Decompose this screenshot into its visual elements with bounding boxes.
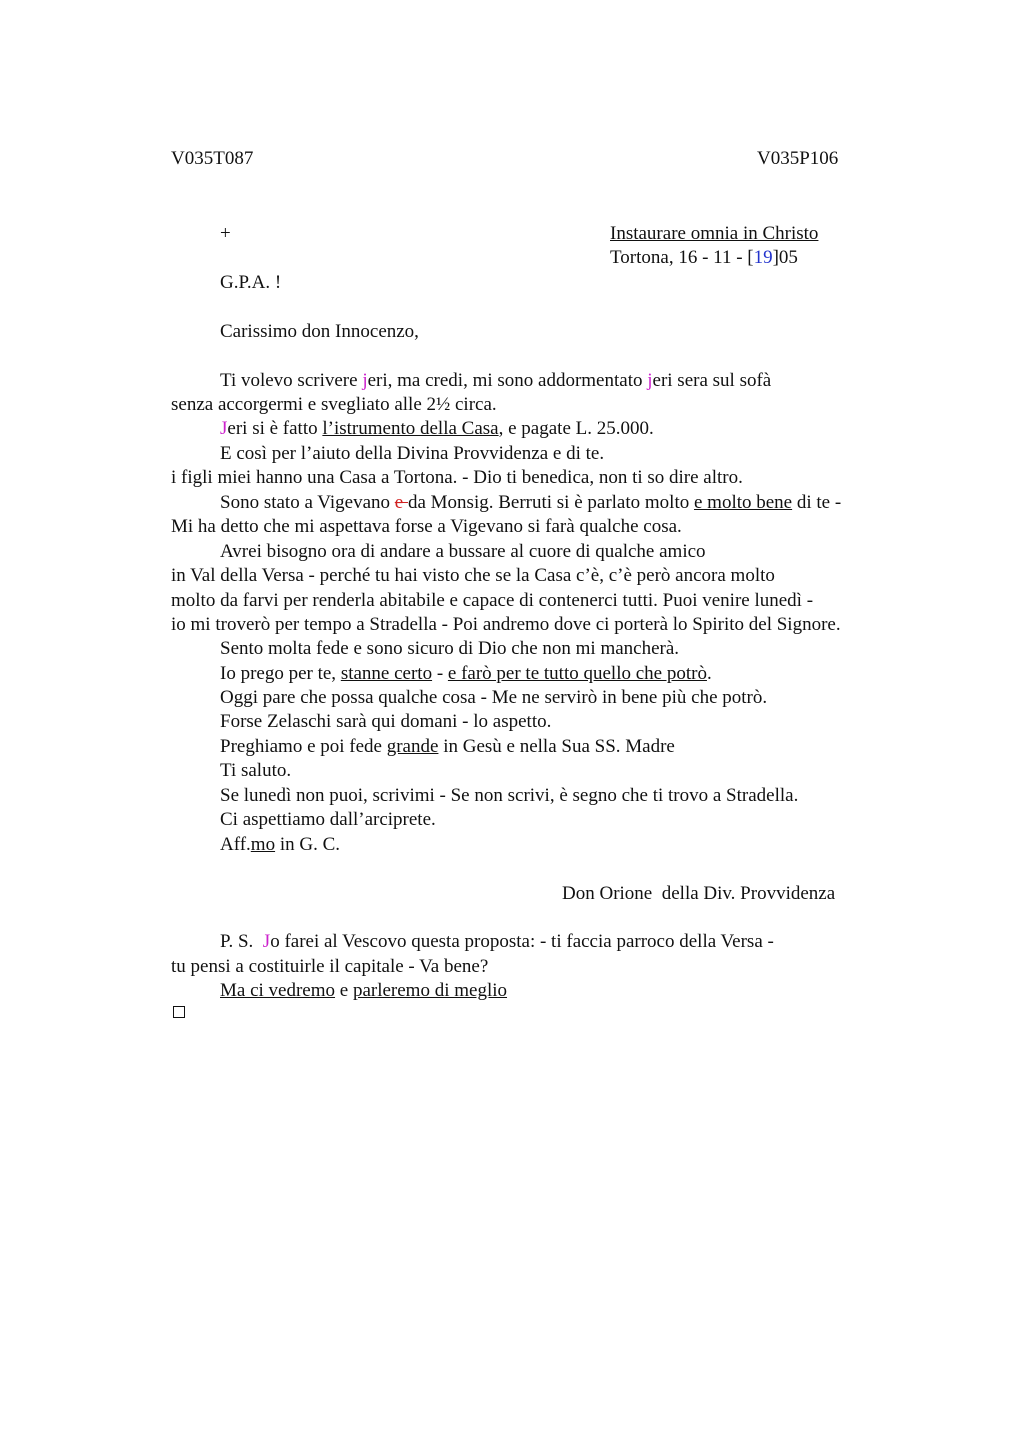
- place-date-prefix: Tortona, 16 - 11 - [: [610, 247, 754, 268]
- body-text: o farei al Vescovo questa proposta: - ti faccia parroco della Versa -: [270, 931, 774, 952]
- year-fill: 19: [753, 247, 773, 268]
- body-text: .: [706, 663, 712, 684]
- body-line-8: Avrei bisogno ora di andare a bussare al cuore di qualche amico: [220, 541, 706, 562]
- body-line-2: senza accorgermi e svegliato alle 2½ circa.: [171, 394, 497, 415]
- postscript-line-2: tu pensi a costituirle il capitale - Va bene?: [171, 956, 489, 977]
- body-line-13: [220, 664, 712, 683]
- body-line-14: Oggi pare che possa qualche cosa - Me ne servirò in bene più che potrò.: [220, 687, 768, 708]
- body-text: eri, ma credi, mi sono addormentato: [367, 370, 648, 391]
- body-line-4: E così per l’aiuto della Divina Provvidenza e di te.: [220, 443, 605, 464]
- motto: Instaurare omnia in Christo: [610, 223, 819, 244]
- body-line-17: Ti saluto.: [220, 760, 292, 781]
- postscript-line-1: [220, 932, 774, 951]
- body-text: -: [432, 663, 448, 684]
- editorial-letter: j: [362, 370, 368, 391]
- underlined-text: grande: [386, 736, 439, 757]
- body-line-1: [220, 371, 771, 390]
- body-line-20: [220, 835, 340, 854]
- body-text: eri si è fatto: [227, 418, 323, 439]
- box-icon: [173, 1006, 185, 1018]
- cross-symbol: +: [220, 223, 231, 244]
- underlined-text: mo: [250, 834, 276, 855]
- deleted-text: e: [394, 492, 408, 513]
- body-text: P. S.: [220, 931, 263, 952]
- body-line-11: io mi troverò per tempo a Stradella - Poi andremo dove ci porterà lo Spirito del Signore.: [171, 614, 841, 635]
- body-line-18: Se lunedì non puoi, scrivimi - Se non scrivi, è segno che ti trovo a Stradella.: [220, 785, 799, 806]
- body-line-10: molto da farvi per renderla abitabile e capace di contenerci tutti. Puoi venire lunedì -: [171, 590, 814, 611]
- body-line-9: in Val della Versa - perché tu hai visto che se la Casa c’è, c’è però ancora molto: [171, 565, 775, 586]
- body-line-6: [220, 493, 841, 512]
- body-text: Preghiamo e poi fede: [220, 736, 387, 757]
- editorial-letter: J: [262, 931, 271, 952]
- body-text: Sono stato a Vigevano: [220, 492, 395, 513]
- right-code: V035P106: [757, 148, 839, 169]
- place-date-suffix: ]05: [772, 247, 798, 268]
- body-line-7: Mi ha detto che mi aspettava forse a Vigevano si farà qualche cosa.: [171, 516, 682, 537]
- body-text: Ti volevo scrivere: [220, 370, 363, 391]
- body-line-16: [220, 737, 675, 756]
- body-line-3: [220, 419, 654, 438]
- gpa-invocation: G.P.A. !: [220, 272, 282, 293]
- place-date: [610, 248, 798, 267]
- body-text: Io prego per te,: [220, 663, 341, 684]
- body-text: , e pagate L. 25.000.: [498, 418, 654, 439]
- underlined-text: Ma ci vedremo: [220, 980, 336, 1001]
- underlined-text: e farò per te tutto quello che potrò: [447, 663, 707, 684]
- body-text: da Monsig. Berruti si è parlato molto: [407, 492, 694, 513]
- underlined-text: e molto bene: [693, 492, 793, 513]
- editorial-letter: J: [220, 418, 228, 439]
- underlined-text: l’istrumento della Casa: [322, 418, 499, 439]
- body-text: Aff.: [220, 834, 251, 855]
- underlined-text: stanne certo: [340, 663, 433, 684]
- signature: Don Orione della Div. Provvidenza: [562, 883, 836, 904]
- body-line-12: Sento molta fede e sono sicuro di Dio che non mi mancherà.: [220, 638, 680, 659]
- postscript-line-3: [220, 981, 507, 1000]
- body-line-19: Ci aspettiamo dall’arciprete.: [220, 809, 436, 830]
- body-text: di te -: [792, 492, 842, 513]
- body-line-5: i figli miei hanno una Casa a Tortona. - Dio ti benedica, non ti so dire altro.: [171, 467, 743, 488]
- underlined-text: parleremo di meglio: [352, 980, 508, 1001]
- body-text: in Gesù e nella Sua SS. Madre: [438, 736, 675, 757]
- salutation: Carissimo don Innocenzo,: [220, 321, 419, 342]
- body-text: e: [335, 980, 353, 1001]
- body-text: in G. C.: [275, 834, 341, 855]
- body-text: eri sera sul sofà: [652, 370, 772, 391]
- left-code: V035T087: [171, 148, 254, 169]
- editorial-letter: j: [647, 370, 653, 391]
- body-line-15: Forse Zelaschi sarà qui domani - lo aspetto.: [220, 711, 552, 732]
